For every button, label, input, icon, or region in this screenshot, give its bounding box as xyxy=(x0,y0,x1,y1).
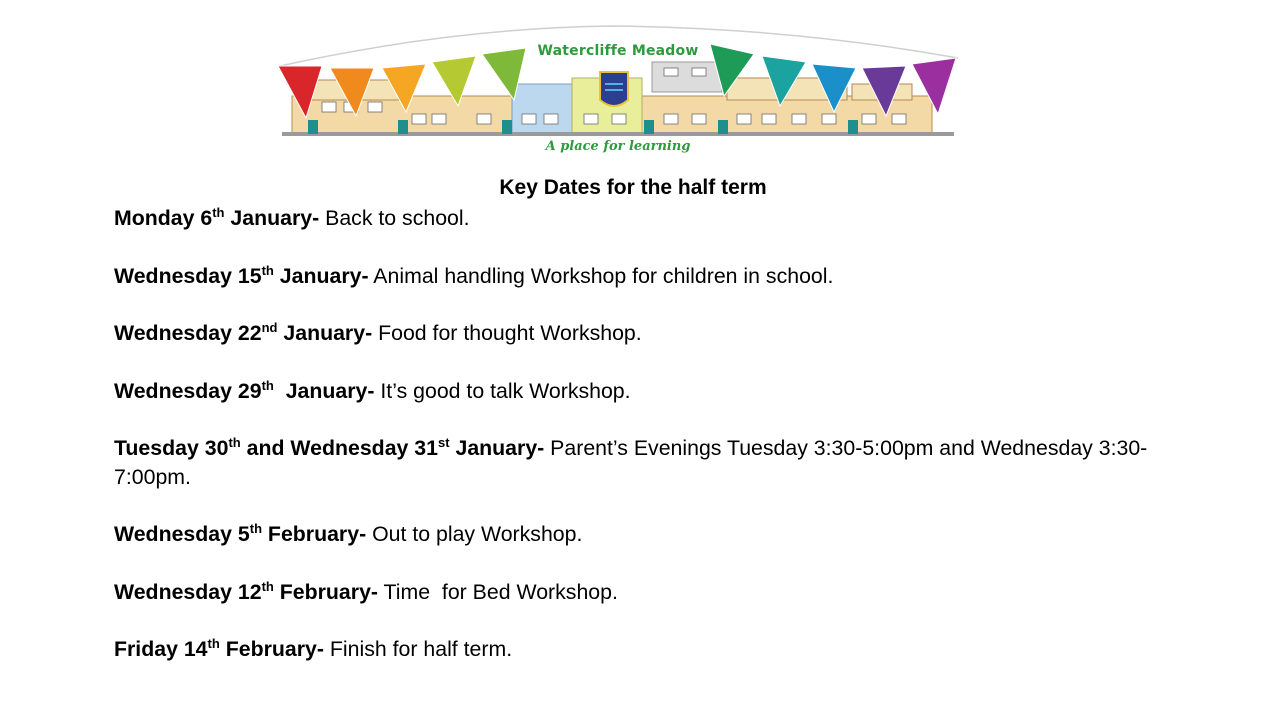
date-description: Finish for half term. xyxy=(323,637,513,661)
date-item xyxy=(114,578,1174,607)
date-description: Time for Bed Workshop. xyxy=(378,579,618,604)
school-banner-logo xyxy=(272,18,964,160)
date-item xyxy=(114,377,1174,406)
date-description: It’s good to talk Workshop. xyxy=(374,378,631,403)
date-item xyxy=(114,262,1174,291)
date-item xyxy=(114,434,1174,491)
date-description: Food for thought Workshop. xyxy=(372,321,642,345)
date-label: Wednesday 29th January- xyxy=(114,377,375,403)
date-label: Tuesday 30th and Wednesday 31st January- xyxy=(114,435,545,460)
date-item xyxy=(114,204,1174,233)
date-description: Parent’s Evenings Tuesday 3:30-5:00pm and Wednesday 3:30-7:00pm. xyxy=(114,436,1148,489)
date-label: Wednesday 5th February- xyxy=(114,521,367,546)
date-label: Friday 14th February- xyxy=(114,636,324,661)
school-motto: A place for learning xyxy=(545,139,691,154)
date-label: Wednesday 12th February- xyxy=(114,578,379,604)
date-label: Monday 6th January- xyxy=(114,205,320,230)
key-dates-list xyxy=(114,204,1174,693)
date-description: Back to school. xyxy=(319,206,470,230)
page-title: Key Dates for the half term xyxy=(499,176,767,199)
date-description: Animal handling Workshop for children in school. xyxy=(368,263,834,288)
date-label: Wednesday 22nd January- xyxy=(114,320,373,345)
date-item xyxy=(114,635,1174,664)
date-item xyxy=(114,520,1174,549)
date-label: Wednesday 15th January- xyxy=(114,262,369,288)
school-name: Watercliffe Meadow xyxy=(537,43,699,59)
date-item xyxy=(114,319,1174,348)
date-description: Out to play Workshop. xyxy=(366,522,583,546)
